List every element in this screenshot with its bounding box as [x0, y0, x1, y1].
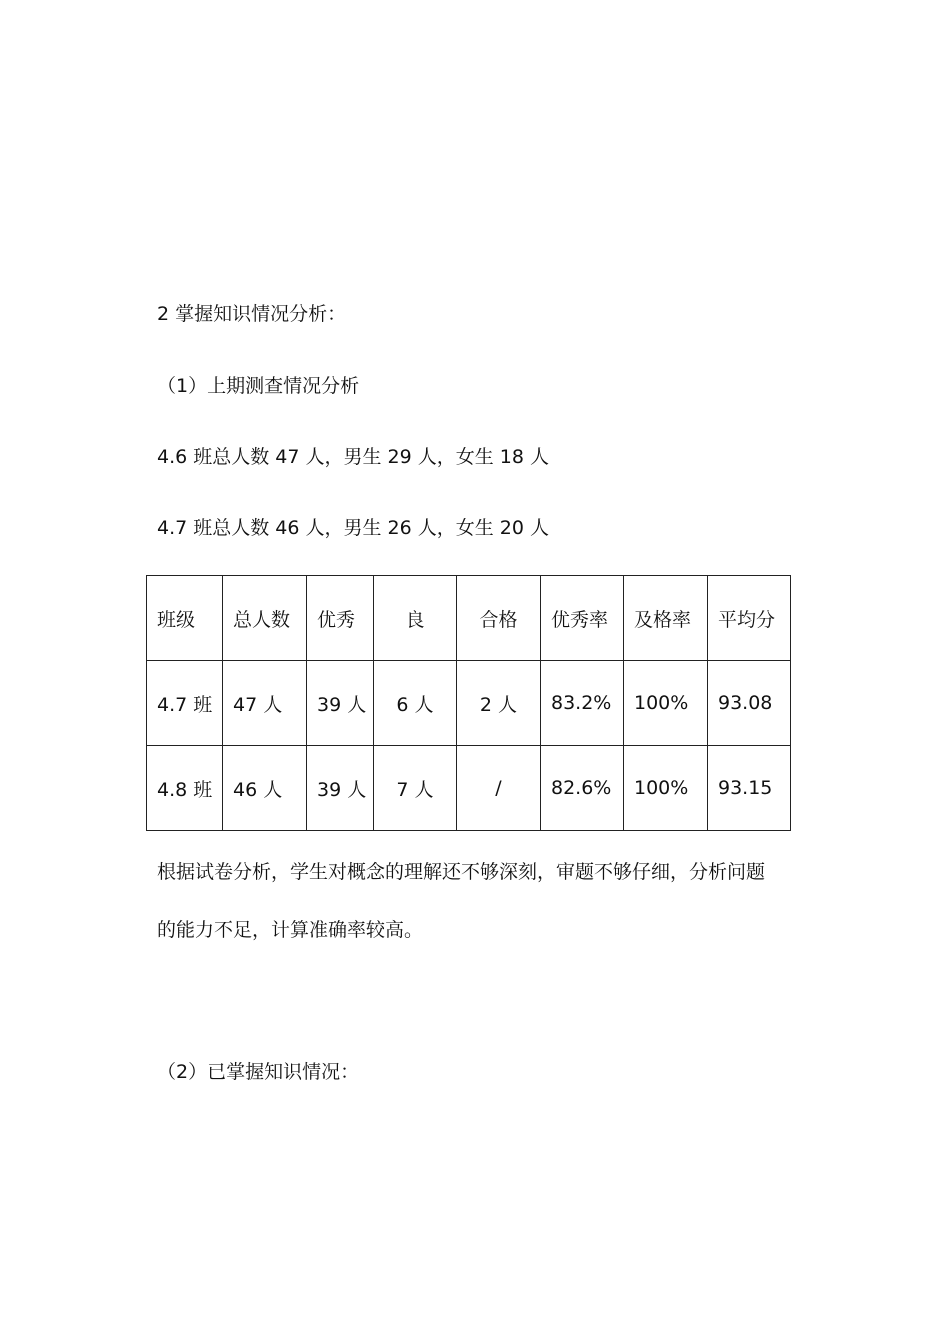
table-row [147, 746, 791, 831]
header-class: 班级 [147, 576, 223, 661]
cell-class: 4.8 班 [147, 746, 223, 831]
class-47-info: 4.7 班总人数 46 人，男生 26 人，女生 20 人 [157, 517, 550, 539]
cell-excellent: 39 人 [307, 746, 374, 831]
header-excellent-rate: 优秀率 [541, 576, 624, 661]
cell-total: 46 人 [223, 746, 307, 831]
analysis-paragraph-line-2: 的能力不足，计算准确率较高。 [157, 919, 424, 941]
analysis-paragraph-line-1: 根据试卷分析，学生对概念的理解还不够深刻，审题不够仔细，分析问题 [157, 861, 766, 883]
cell-class: 4.7 班 [147, 661, 223, 746]
cell-pass: 2 人 [457, 661, 541, 746]
cell-pass-rate: 100% [624, 746, 708, 831]
section-heading: 2 掌握知识情况分析： [157, 303, 347, 325]
cell-good: 7 人 [374, 746, 457, 831]
table-row [147, 661, 791, 746]
cell-pass: / [457, 746, 541, 831]
score-table [146, 575, 791, 831]
cell-average: 93.15 [708, 746, 791, 831]
cell-good: 6 人 [374, 661, 457, 746]
cell-average: 93.08 [708, 661, 791, 746]
subheading-mastered-knowledge: （2）已掌握知识情况： [157, 1061, 360, 1083]
header-pass-rate: 及格率 [624, 576, 708, 661]
header-good: 良 [374, 576, 457, 661]
cell-excellent-rate: 82.6% [541, 746, 624, 831]
class-46-info: 4.6 班总人数 47 人，男生 29 人，女生 18 人 [157, 446, 550, 468]
cell-excellent-rate: 83.2% [541, 661, 624, 746]
subheading-previous-test: （1）上期测查情况分析 [157, 375, 360, 397]
cell-excellent: 39 人 [307, 661, 374, 746]
header-total: 总人数 [223, 576, 307, 661]
header-excellent: 优秀 [307, 576, 374, 661]
header-average: 平均分 [708, 576, 791, 661]
cell-pass-rate: 100% [624, 661, 708, 746]
cell-total: 47 人 [223, 661, 307, 746]
table-header-row [147, 576, 791, 661]
header-pass: 合格 [457, 576, 541, 661]
